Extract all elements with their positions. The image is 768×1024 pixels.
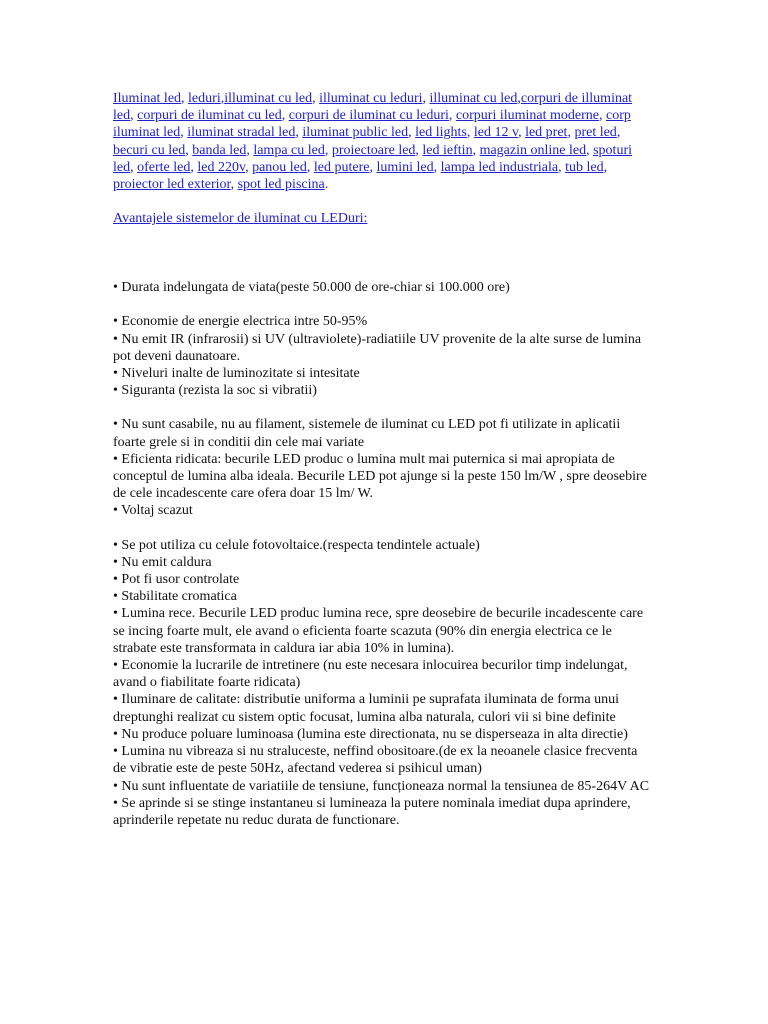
section-heading bbox=[113, 210, 653, 227]
link-pret-led[interactable]: pret led bbox=[574, 125, 617, 141]
document-page bbox=[113, 90, 653, 829]
link-led-220v[interactable]: led 220v bbox=[197, 159, 246, 175]
benefit-item: • Voltaj scazut bbox=[113, 502, 653, 519]
keyword-links: Iluminat led, leduri,illuminat cu led, illuminat cu leduri, illuminat cu led,corpuri de illuminat led, corpuri de iluminat cu led, corpuri de iluminat cu leduri, corpuri iluminat moderne, corp iluminat led, iluminat stradal led, iluminat public led, led lights, led 12 v, led pret, pret led, becuri cu led, banda led, lampa cu led, proiectoare led, led ieftin, magazin online led, spoturi led, oferte led, led 220v, panou led, led putere, lumini led, lampa led industriala, tub led, proiector led exterior, spot led piscina. bbox=[113, 91, 633, 193]
benefit-item: • Iluminare de calitate: distributie uniforma a luminii pe suprafata iluminata de forma unui dreptunghi realizat cu sistem optic focusat, lumina alba naturala, culori vii si bine definite bbox=[113, 691, 653, 725]
benefit-item: • Se aprinde si se stinge instantaneu si lumineaza la putere nominala imediat dupa aprindere, aprinderile repetate nu reduc durata de functionare. bbox=[113, 795, 653, 829]
link-lampa-led-industriala[interactable]: lampa led industriala bbox=[440, 159, 559, 175]
link-banda-led[interactable]: banda led bbox=[192, 142, 247, 158]
link-proiector-led-exterior[interactable]: proiector led exterior bbox=[113, 177, 231, 193]
link-iluminat-led[interactable]: Iluminat led bbox=[113, 91, 182, 106]
link-led-ieftin[interactable]: led ieftin bbox=[422, 142, 473, 158]
link-iluminat-public-led[interactable]: iluminat public led bbox=[302, 125, 409, 141]
link-illuminat-cu-leduri[interactable]: illuminat cu leduri bbox=[319, 91, 423, 106]
benefit-item: • Se pot utiliza cu celule fotovoltaice.(respecta tendintele actuale) bbox=[113, 537, 653, 554]
benefit-item: • Stabilitate cromatica bbox=[113, 588, 653, 605]
link-corp-iluminat-led[interactable]: corp iluminat led bbox=[113, 108, 631, 141]
benefit-item: • Niveluri inalte de luminozitate si intesitate bbox=[113, 365, 653, 382]
link-corpuri-iluminat-moderne[interactable]: corpuri iluminat moderne bbox=[455, 108, 599, 124]
benefit-item: • Economie de energie electrica intre 50-95% bbox=[113, 313, 653, 330]
benefit-item: • Siguranta (rezista la soc si vibratii) bbox=[113, 382, 653, 399]
link-corpuri-de-iluminat-cu-leduri[interactable]: corpuri de iluminat cu leduri bbox=[288, 108, 449, 124]
link-corpuri-de-iluminat-cu-led[interactable]: corpuri de iluminat cu led bbox=[137, 108, 282, 124]
link-illuminat-cu-led-2[interactable]: illuminat cu led bbox=[429, 91, 518, 106]
link-led-12-v[interactable]: led 12 v bbox=[473, 125, 519, 141]
heading-link[interactable]: Avantajele sistemelor de iluminat cu LEDuri: bbox=[113, 211, 368, 227]
link-magazin-online-led[interactable]: magazin online led bbox=[479, 142, 587, 158]
benefit-item: • Nu emit caldura bbox=[113, 554, 653, 571]
benefit-item: • Nu sunt casabile, nu au filament, sistemele de iluminat cu LED pot fi utilizate in aplicatii foarte grele si in conditii din cele mai variate bbox=[113, 416, 653, 450]
link-spoturi-led[interactable]: spoturi led bbox=[113, 142, 632, 175]
link-leduri[interactable]: leduri bbox=[188, 91, 221, 106]
benefit-item: • Lumina nu vibreaza si nu straluceste, neffind obositoare.(de ex la neoanele clasice frecventa de vibratie este de peste 50Hz, afectand vederea si psihicul uman) bbox=[113, 743, 653, 777]
link-iluminat-stradal-led[interactable]: iluminat stradal led bbox=[187, 125, 296, 141]
link-oferte-led[interactable]: oferte led bbox=[137, 159, 191, 175]
benefit-item: • Durata indelungata de viata(peste 50.000 de ore-chiar si 100.000 ore) bbox=[113, 279, 653, 296]
link-becuri-cu-led[interactable]: becuri cu led bbox=[113, 142, 186, 158]
benefit-item: • Eficienta ridicata: becurile LED produc o lumina mult mai puternica si mai apropiata de conceptul de lumina alba ideala. Becurile LED pot ajunge si la peste 150 lm/W , spre deosebire de cele incadescente care ofera doar 15 lm/ W. bbox=[113, 451, 653, 503]
link-corpuri-de-illuminat-led[interactable]: corpuri de illuminat led bbox=[113, 91, 633, 124]
link-panou-led[interactable]: panou led bbox=[252, 159, 307, 175]
benefit-item: • Economie la lucrarile de intretinere (nu este necesara inlocuirea becurilor timp indelungat, avand o fiabilitate foarte ridicata) bbox=[113, 657, 653, 691]
benefit-item: • Nu produce poluare luminoasa (lumina este directionata, nu se disperseaza in alta directie) bbox=[113, 726, 653, 743]
link-spot-led-piscina[interactable]: spot led piscina bbox=[237, 177, 325, 193]
benefit-item: • Pot fi usor controlate bbox=[113, 571, 653, 588]
link-tub-led[interactable]: tub led bbox=[565, 159, 604, 175]
benefit-item: • Nu emit IR (infrarosii) si UV (ultraviolete)-radiatiile UV provenite de la alte surse de lumina pot deveni daunatoare. bbox=[113, 331, 653, 365]
link-lampa-cu-led[interactable]: lampa cu led bbox=[253, 142, 325, 158]
link-led-lights[interactable]: led lights bbox=[415, 125, 467, 141]
benefit-item: • Lumina rece. Becurile LED produc lumina rece, spre deosebire de becurile incadescente care se incing foarte mult, ele avand o eficienta foarte scazuta (90% din energia electrica ce le strabate este transformata in caldura iar abia 10% in lumina). bbox=[113, 605, 653, 657]
link-proiectoare-led[interactable]: proiectoare led bbox=[331, 142, 416, 158]
link-illuminat-cu-led[interactable]: illuminat cu led bbox=[224, 91, 313, 106]
link-led-pret[interactable]: led pret bbox=[525, 125, 568, 141]
link-led-putere[interactable]: led putere bbox=[313, 159, 370, 175]
link-lumini-led[interactable]: lumini led bbox=[376, 159, 434, 175]
benefit-item: • Nu sunt influentate de variatiile de tensiune, funcționeaza normal la tensiunea de 85-264V AC bbox=[113, 778, 653, 795]
